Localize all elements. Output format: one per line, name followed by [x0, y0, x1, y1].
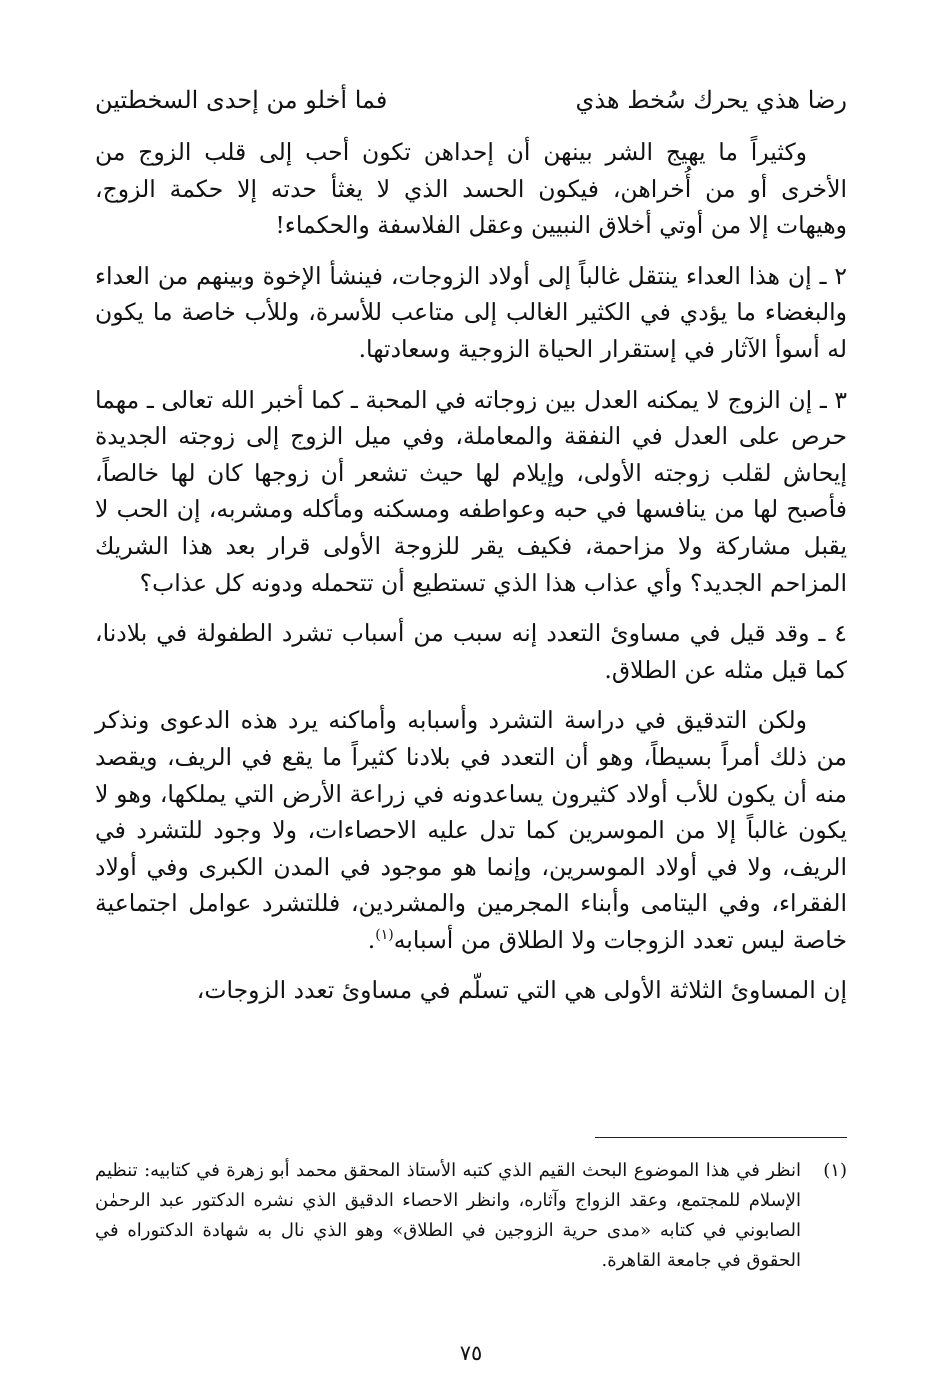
footnote: [95, 1156, 847, 1276]
page-number: ٧٥: [459, 1341, 483, 1365]
paragraph-rebuttal-end: .: [367, 925, 376, 954]
paragraph-rebuttal-text: ولكن التدقيق في دراسة التشرد وأسبابه وأماكنه يرد هذه الدعوى ونذكر من ذلك أمراً بسيطاً، وهو أن التعدد في بلادنا كثيراً ما يقع في الريف، ويقصد منه أن يكون للأب أولاد كثيرون يساعدونه في زراعة الأرض التي يملكها، وهو لا يكون غالباً إلا من الموسرين كما تدل عليه الاحصاءات، ولا وجود للتشرد في الريف، ولا في أولاد الموسرين، وإنما هو موجود في المدن الكبرى وفي أولاد الفقراء، وفي اليتامى وأبناء المجرمين والمشردين، فللتشرد عوامل اجتماعية خاصة ليس تعدد الزوجات ولا الطلاق من أسبابه: [95, 706, 847, 954]
spacer: [95, 601, 847, 615]
footnote-separator: [595, 1137, 847, 1138]
footnote-text: انظر في هذا الموضوع البحث القيم الذي كتبه الأستاذ المحقق محمد أبو زهرة في كتابيه: تنظيم الإسلام للمجتمع، وعقد الزواج وآثاره، وانظر الاحصاء الدقيق الذي نشره الدكتور عبد الرحمٰن الصابوني في كتابه «مدى حرية الزوجين في الطلاق» وهو الذي نال به شهادة الدكتوراه في الحقوق في جامعة القاهرة.: [95, 1160, 801, 1271]
paragraph-point-3: ٣ ـ إن الزوج لا يمكنه العدل بين زوجاته في المحبة ـ كما أخبر الله تعالى ـ مهما حرص على العدل في النفقة والمعاملة، وفي ميل الزوج إلى زوجته الجديدة إيحاش لقلب زوجته الأولى، وإيلام لها حيث تشعر أن زوجها كان لها خالصاً، فأصبح لها من ينافسها في حبه وعواطفه ومسكنه ومأكله ومشربه، إن الحب لا يقبل مشاركة ولا مزاحمة، فكيف يقر للزوجة الأولى قرار بعد هذا الشريك المزاحم الجديد؟ وأي عذاب هذا الذي تستطيع أن تتحمله ودونه كل عذاب؟: [95, 385, 847, 597]
spacer: [95, 126, 847, 134]
footnote-reference: (١): [375, 927, 394, 944]
poetry-verse: [95, 74, 847, 126]
footnote-marker: (١): [823, 1160, 847, 1181]
spacer: [95, 688, 847, 702]
paragraph-conclusion: إن المساوئ الثلاثة الأولى هي التي تسلّم في مساوئ تعدد الزوجات،: [196, 976, 847, 1005]
book-page: [95, 74, 847, 1374]
paragraph-jealousy: وكثيراً ما يهيج الشر بينهن أن إحداهن تكون أحب إلى قلب الزوج من الأخرى أو من أُخراهن، فيكون الحسد الذي لا يغثأ حدته إلا حكمة الزوج، وهيهات إلا من أوتي أخلاق النبيين وعقل الفلاسفة والحكماء!: [95, 138, 847, 240]
verse-second-hemistich: فما أخلو من إحدى السخطتين: [95, 86, 388, 114]
paragraph-rebuttal: [95, 702, 847, 958]
spacer: [95, 368, 847, 382]
paragraph-point-4: ٤ ـ وقد قيل في مساوئ التعدد إنه سبب من أسباب تشرد الطفولة في بلادنا، كما قيل مثله عن الطلاق.: [95, 619, 847, 684]
paragraph-point-2: ٢ ـ إن هذا العداء ينتقل غالباً إلى أولاد الزوجات، فينشأ الإخوة وبينهم من العداء والبغضاء ما يؤدي في الكثير الغالب إلى متاعب للأسرة، وللأب خاصة ما يكون له أسوأ الآثار في إستقرار الحياة الزوجية وسعادتها.: [95, 261, 847, 363]
spacer: [95, 244, 847, 258]
verse-first-hemistich: رضا هذي يحرك سُخط هذي: [575, 86, 847, 114]
spacer: [95, 958, 847, 972]
